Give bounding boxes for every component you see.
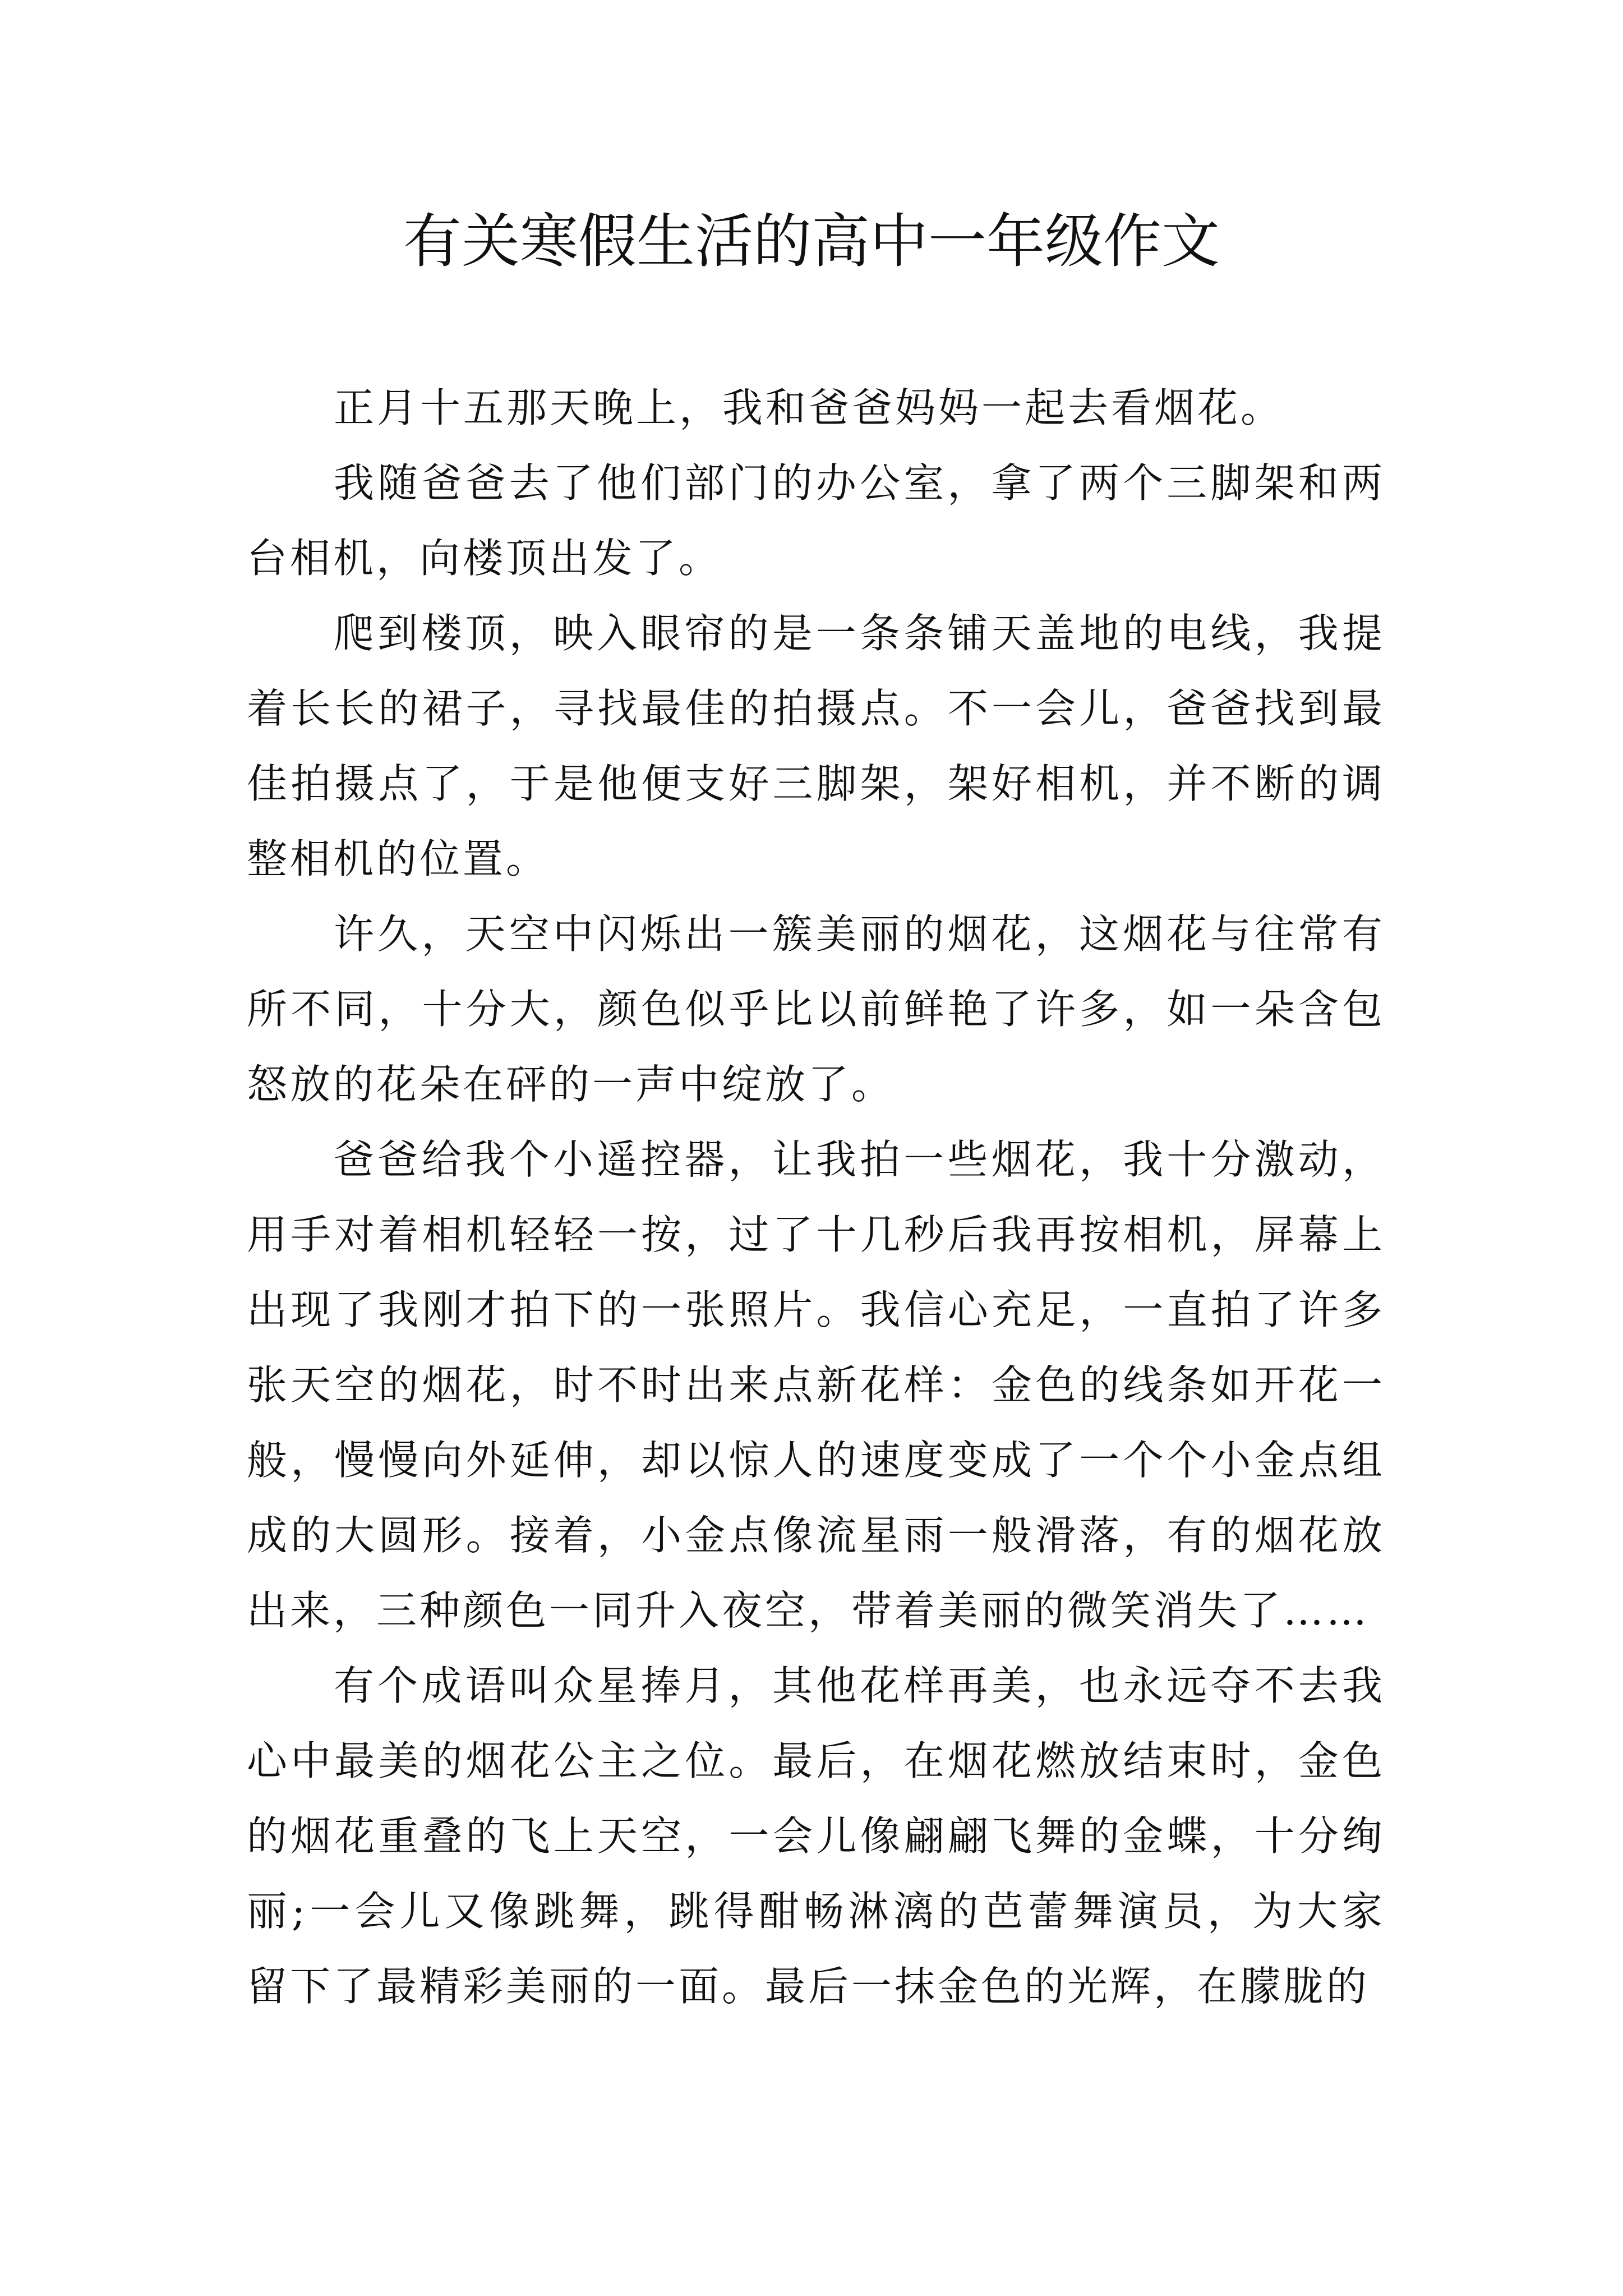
- document-title: 有关寒假生活的高中一年级作文: [403, 207, 1220, 275]
- paragraph: 我随爸爸去了他们部门的办公室，拿了两个三脚架和两台相机，向楼顶出发了。: [247, 459, 1385, 582]
- document-body: [247, 370, 1385, 2024]
- paragraph: 正月十五那天晚上，我和爸爸妈妈一起去看烟花。: [334, 384, 1284, 431]
- paragraph: 爸爸给我个小遥控器，让我拍一些烟花，我十分激动，用手对着相机轻轻一按，过了十几秒后我再按相机，屏幕上出现了我刚才拍下的一张照片。我信心充足，一直拍了许多张天空的烟花，时不时出来点新花样：金色的线条如开花一般，慢慢向外延伸，却以惊人的速度变成了一个个小金点组成的大圆形。接着，小金点像流星雨一般滑落，有的烟花放出来，三种颜色一同升入夜空，带着美丽的微笑消失了……: [247, 1136, 1385, 1634]
- paragraph: 有个成语叫众星捧月，其他花样再美，也永远夺不去我心中最美的烟花公主之位。最后，在烟花燃放结束时，金色的烟花重叠的飞上天空，一会儿像翩翩飞舞的金蝶，十分绚丽;一会儿又像跳舞，跳得酣畅淋漓的芭蕾舞演员，为大家留下了最精彩美丽的一面。最后一抹金色的光辉，在朦胧的: [247, 1662, 1385, 2010]
- paragraph: 爬到楼顶，映入眼帘的是一条条铺天盖地的电线，我提着长长的裙子，寻找最佳的拍摄点。不一会儿，爸爸找到最佳拍摄点了，于是他便支好三脚架，架好相机，并不断的调整相机的位置。: [247, 610, 1385, 882]
- paragraph: 许久，天空中闪烁出一簇美丽的烟花，这烟花与往常有所不同，十分大，颜色似乎比以前鲜艳了许多，如一朵含包怒放的花朵在砰的一声中绽放了。: [247, 910, 1385, 1108]
